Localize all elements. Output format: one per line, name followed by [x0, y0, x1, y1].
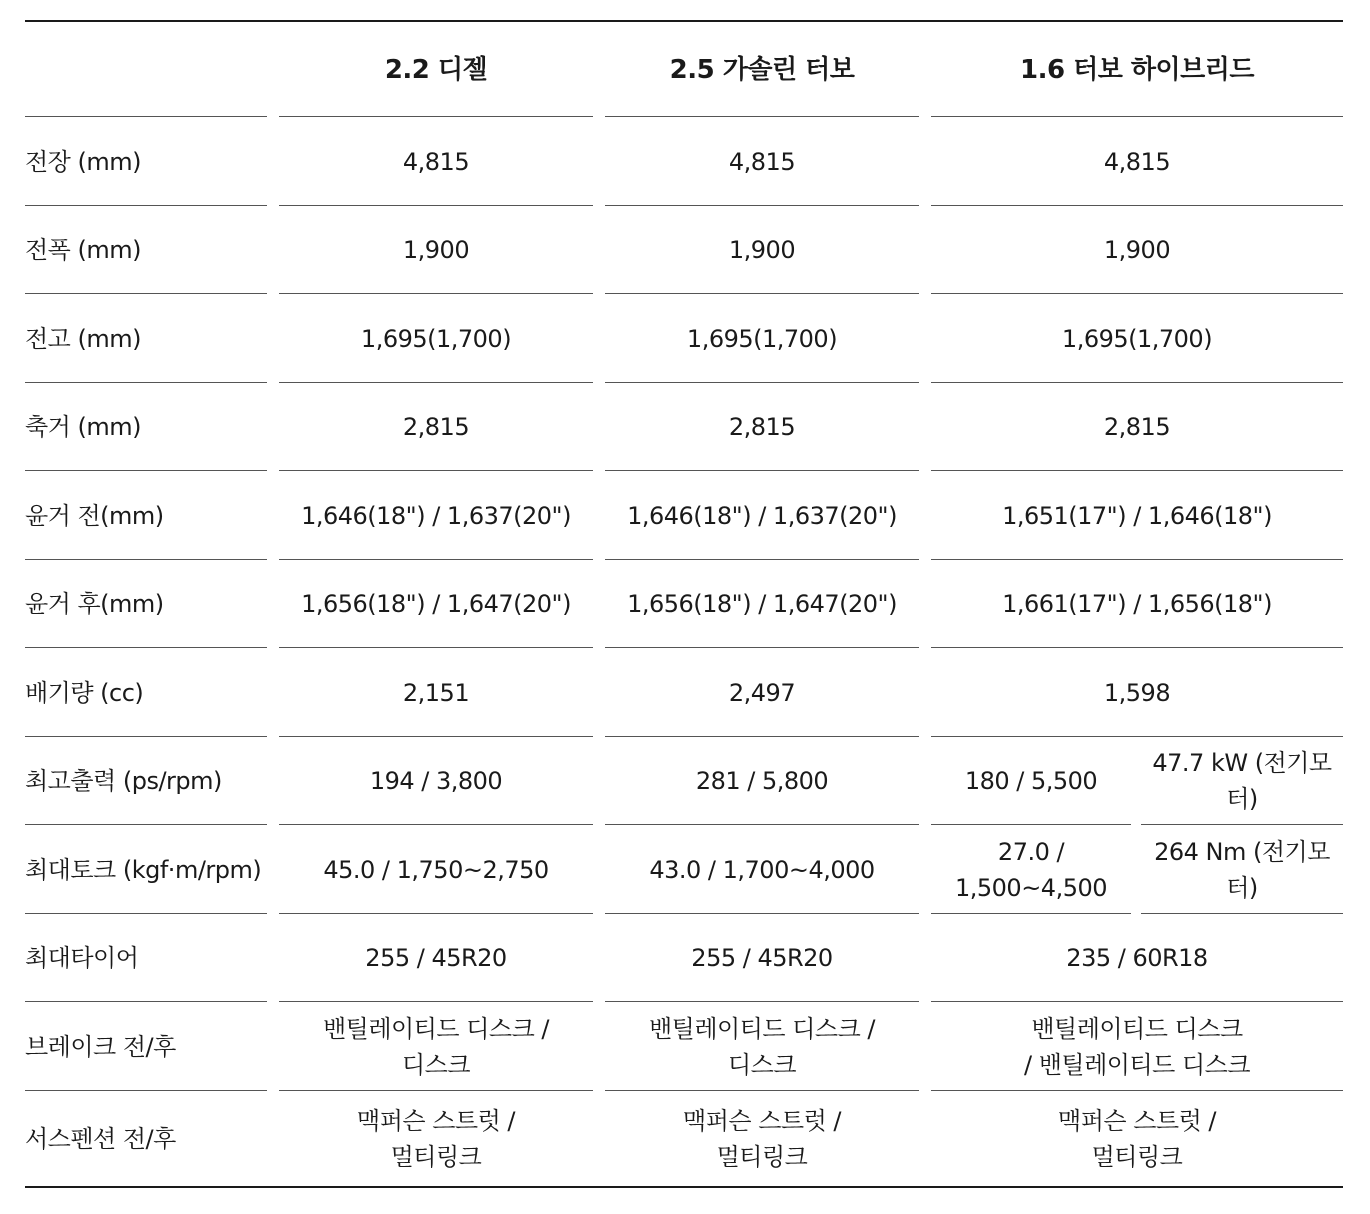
row-value-diesel: 45.0 / 1,750~2,750	[323, 855, 549, 884]
row-value-hybrid-engine: 27.0 / 1,500~4,500	[954, 837, 1108, 902]
row-value-diesel: 1,900	[402, 236, 470, 264]
row-label: 축거 (mm)	[25, 413, 141, 441]
header-gasoline-turbo: 2.5 가솔린 터보	[669, 54, 855, 85]
table-row-width	[25, 206, 1343, 294]
row-value-hybrid: 235 / 60R18	[1066, 944, 1208, 972]
table-row-front-track	[25, 471, 1343, 560]
table-row-max-tire	[25, 914, 1343, 1002]
row-value-gasoline: 281 / 5,800	[695, 767, 829, 795]
row-value-hybrid: 4,815	[1103, 147, 1171, 176]
row-value-gasoline: 2,497	[728, 678, 796, 707]
row-value-hybrid-motor: 47.7 kW (전기모터)	[1152, 749, 1332, 813]
table-bottom-border	[25, 1186, 1343, 1188]
table-row-height	[25, 294, 1343, 383]
row-label: 윤거 전(mm)	[25, 501, 164, 530]
table-row-max-torque	[25, 825, 1343, 914]
row-value-diesel: 밴틸레이티드 디스크 / 디스크	[323, 1014, 549, 1079]
table-header-row	[25, 22, 1343, 117]
row-value-gasoline: 1,656(18") / 1,647(20")	[627, 590, 897, 618]
row-label: 전폭 (mm)	[25, 236, 141, 264]
row-value-hybrid: 2,815	[1103, 413, 1171, 441]
row-value-gasoline: 1,646(18") / 1,637(20")	[627, 501, 897, 530]
row-value-gasoline: 맥퍼슨 스트럿 / 멀티링크	[683, 1106, 841, 1171]
header-turbo-hybrid: 1.6 터보 하이브리드	[1020, 54, 1254, 85]
row-value-hybrid: 1,598	[1103, 678, 1171, 707]
row-value-gasoline: 4,815	[728, 147, 796, 176]
row-value-diesel: 맥퍼슨 스트럿 / 멀티링크	[357, 1106, 515, 1171]
row-label: 윤거 후(mm)	[25, 590, 164, 618]
row-label: 브레이크 전/후	[25, 1032, 176, 1061]
table-row-brakes	[25, 1002, 1343, 1091]
row-value-diesel: 1,656(18") / 1,647(20")	[301, 590, 571, 618]
row-value-gasoline: 43.0 / 1,700~4,000	[649, 855, 875, 884]
row-value-gasoline: 255 / 45R20	[691, 944, 833, 972]
table-row-max-power	[25, 737, 1343, 825]
row-value-hybrid: 1,651(17") / 1,646(18")	[1002, 501, 1272, 530]
row-value-diesel: 1,646(18") / 1,637(20")	[301, 501, 571, 530]
row-label: 전고 (mm)	[25, 324, 141, 353]
table-row-wheelbase	[25, 383, 1343, 471]
row-value-hybrid: 맥퍼슨 스트럿 / 멀티링크	[1058, 1106, 1216, 1171]
header-diesel: 2.2 디젤	[384, 54, 488, 85]
table-row-suspension	[25, 1091, 1343, 1186]
row-value-hybrid: 1,695(1,700)	[1061, 324, 1213, 353]
row-value-diesel: 2,815	[402, 413, 470, 441]
row-value-gasoline: 2,815	[728, 413, 796, 441]
row-label: 전장 (mm)	[25, 147, 141, 176]
row-value-hybrid: 1,661(17") / 1,656(18")	[1002, 590, 1272, 618]
row-label: 최대타이어	[25, 944, 139, 972]
row-value-gasoline: 1,695(1,700)	[686, 324, 838, 353]
header-empty-cell	[25, 22, 267, 117]
row-value-hybrid: 밴틸레이티드 디스크 / 밴틸레이티드 디스크	[1024, 1014, 1250, 1079]
row-value-hybrid-engine: 180 / 5,500	[964, 767, 1098, 795]
row-label: 최고출력 (ps/rpm)	[25, 767, 222, 795]
spec-table	[25, 20, 1343, 1188]
row-value-diesel: 255 / 45R20	[365, 944, 507, 972]
table-row-rear-track	[25, 560, 1343, 648]
row-label: 최대토크 (kgf·m/rpm)	[25, 855, 262, 884]
row-value-gasoline: 밴틸레이티드 디스크 / 디스크	[649, 1014, 875, 1079]
table-row-displacement	[25, 648, 1343, 737]
table-row-length	[25, 117, 1343, 206]
row-value-diesel: 2,151	[402, 678, 470, 707]
row-value-hybrid-motor: 264 Nm (전기모터)	[1154, 837, 1330, 902]
row-label: 배기량 (cc)	[25, 678, 144, 707]
row-value-gasoline: 1,900	[728, 236, 796, 264]
row-label: 서스펜션 전/후	[25, 1124, 176, 1153]
row-value-diesel: 194 / 3,800	[369, 767, 503, 795]
row-value-hybrid: 1,900	[1103, 236, 1171, 264]
row-value-diesel: 1,695(1,700)	[360, 324, 512, 353]
row-value-diesel: 4,815	[402, 147, 470, 176]
